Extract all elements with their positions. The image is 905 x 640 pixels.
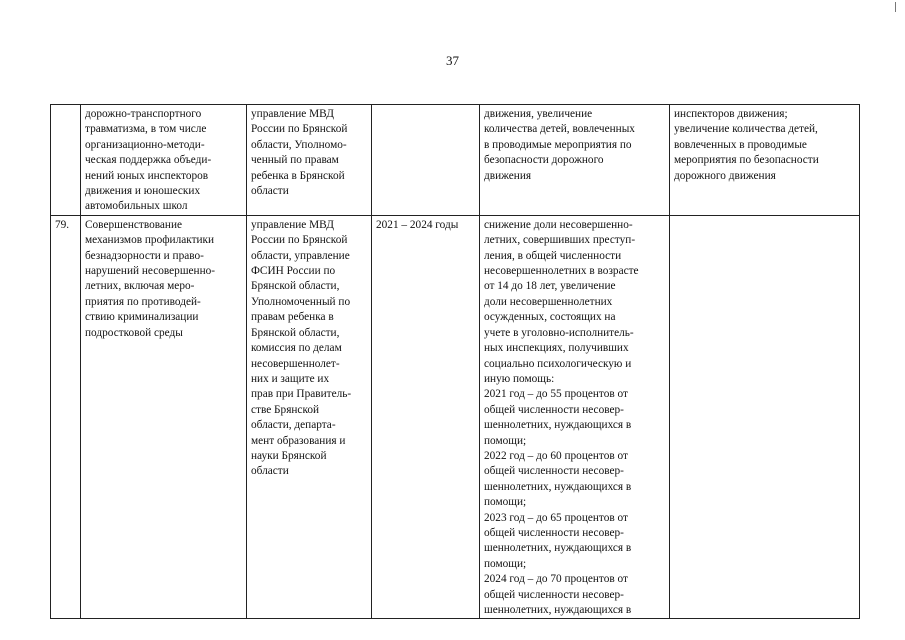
page-number: 37 bbox=[446, 53, 459, 68]
table-row bbox=[51, 215, 860, 619]
scan-mark bbox=[895, 2, 896, 12]
extra-text: инспекторов движения; увеличение количества детей, вовлеченных в проводимые мероприятия по безопасности дорожного движения bbox=[674, 108, 819, 182]
event-cell bbox=[81, 215, 247, 619]
extra-cell bbox=[670, 215, 860, 619]
executors-cell bbox=[247, 215, 372, 619]
period-text: 2021 – 2024 годы bbox=[376, 218, 459, 231]
row-number-cell bbox=[51, 105, 81, 216]
result-text: снижение доли несовершенно- летних, совершивших преступ- ления, в общей численности несовершеннолетних в возрасте от 14 до 18 лет, увеличение доли несовершеннолетних осужденных, состоящих на учете в уголовно-исполнитель- ных инспекциях, получивших социально психологическую и иную помощь: 2021 год – до 55 процентов от общей численности несовер- шеннолетних, нуждающихся в помощи; 2022 год – до 60 процентов от общей численности несовер- шеннолетних, нуждающихся в помощи; 2023 год – до 65 процентов от общей численности несовер- шеннолетних, нуждающихся в помощи; 2024 год – до 70 процентов от общей численности несовер- шеннолетних, нуждающихся в bbox=[484, 218, 639, 616]
period-cell bbox=[372, 215, 480, 619]
executors-cell bbox=[247, 105, 372, 216]
period-cell bbox=[372, 105, 480, 216]
event-text: дорожно-транспортного травматизма, в том числе организационно-методи- ческая поддержка объеди- нений юных инспекторов движения и юношеских автомобильных школ bbox=[85, 108, 212, 213]
result-cell bbox=[480, 215, 670, 619]
scan-noise bbox=[90, 17, 890, 19]
executors-text: управление МВД России по Брянской области, Уполномо- ченный по правам ребенка в Брянской области bbox=[251, 108, 348, 198]
table-row bbox=[51, 105, 860, 216]
measures-table bbox=[50, 104, 860, 619]
event-cell bbox=[81, 105, 247, 216]
extra-cell bbox=[670, 105, 860, 216]
row-number: 79. bbox=[55, 218, 70, 231]
result-text: движения, увеличение количества детей, вовлеченных в проводимые мероприятия по безопасности дорожного движения bbox=[484, 108, 635, 182]
row-number-cell bbox=[51, 215, 81, 619]
event-text: Совершенствование механизмов профилактики безнадзорности и право- нарушений несовершенно- летних, включая меро- приятия по противодей- ствию криминализации подростковой среды bbox=[85, 218, 216, 339]
executors-text: управление МВД России по Брянской области, управление ФСИН России по Брянской области, Уполномоченный по правам ребенка в Брянской области, комиссия по делам несовершеннолет- них и защите их прав при Правитель- стве Брянской области, департа- мент образования и науки Брянской области bbox=[251, 218, 352, 478]
result-cell bbox=[480, 105, 670, 216]
